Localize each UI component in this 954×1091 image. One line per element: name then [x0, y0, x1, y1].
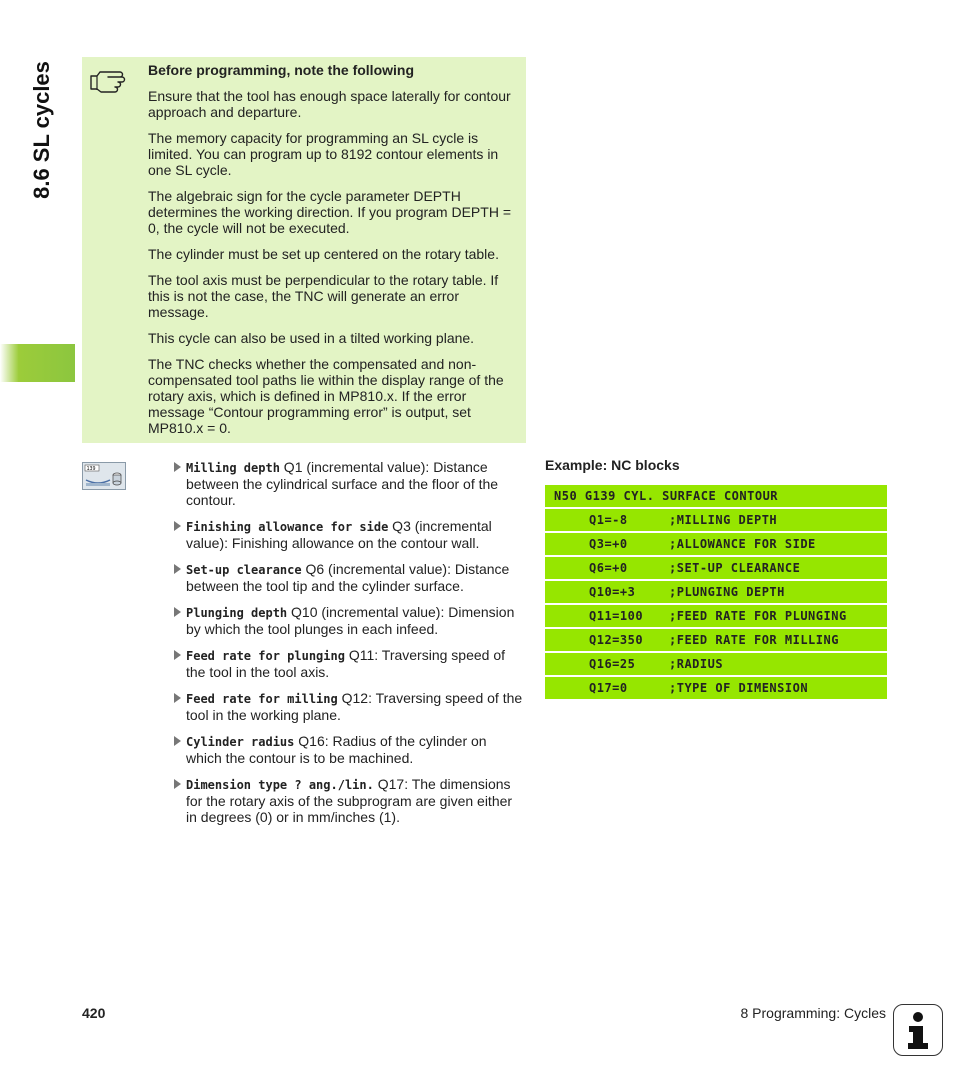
nc-code: Q12=350 — [589, 633, 644, 647]
param-name: Feed rate for plunging — [186, 649, 345, 663]
cycle-139-softkey-icon — [82, 462, 126, 490]
nc-code-block — [545, 485, 887, 701]
chapter-side-title — [14, 50, 70, 210]
triangle-bullet-icon — [174, 521, 181, 531]
param-name: Milling depth — [186, 461, 280, 475]
note-paragraph: This cycle can also be used in a tilted working plane. — [148, 330, 475, 346]
nc-comment: ;PLUNGING DEPTH — [669, 585, 785, 599]
param-feed-rate-plunging — [172, 647, 526, 680]
param-feed-rate-milling — [172, 690, 526, 723]
nc-code: Q17=0 — [589, 681, 628, 695]
page-number: 420 — [82, 1005, 106, 1021]
param-description: Q3 (incremental value): Finishing allowance on the contour wall. — [186, 518, 492, 551]
nc-row — [545, 629, 887, 651]
cycle-icon-number: 139 — [86, 466, 96, 472]
example-title: Example: NC blocks — [545, 457, 680, 473]
triangle-bullet-icon — [174, 650, 181, 660]
nc-comment: ;RADIUS — [669, 657, 724, 671]
pointing-hand-icon — [88, 66, 128, 94]
note-paragraph: The tool axis must be perpendicular to the rotary table. If this is not the case, the TNC will generate an error message. — [148, 272, 499, 320]
nc-comment: ;MILLING DEPTH — [669, 513, 778, 527]
note-content — [148, 62, 518, 446]
nc-row — [545, 653, 887, 675]
triangle-bullet-icon — [174, 736, 181, 746]
param-name: Plunging depth — [186, 606, 288, 620]
triangle-bullet-icon — [174, 462, 181, 472]
param-description: Q1 (incremental value): Distance between the cylindrical surface and the floor of the contour. — [186, 459, 499, 508]
nc-code: Q3=+0 — [589, 537, 628, 551]
param-milling-depth — [172, 459, 526, 508]
chapter-footer: 8 Programming: Cycles — [740, 1005, 886, 1021]
triangle-bullet-icon — [174, 779, 181, 789]
nc-row — [545, 605, 887, 627]
info-icon — [893, 1004, 943, 1056]
param-name: Feed rate for milling — [186, 692, 338, 706]
nc-comment: ;TYPE OF DIMENSION — [669, 681, 809, 695]
param-finishing-allowance — [172, 518, 526, 551]
nc-header-row — [545, 485, 887, 507]
parameter-list — [172, 459, 526, 835]
param-description: Q12: Traversing speed of the tool in the working plane. — [186, 690, 523, 723]
param-description: Q6 (incremental value): Distance between the tool tip and the cylinder surface. — [186, 561, 510, 594]
nc-row — [545, 581, 887, 603]
param-description: Q16: Radius of the cylinder on which the contour is to be machined. — [186, 733, 487, 766]
side-title-text: 8.6 SL cycles — [29, 61, 54, 199]
param-dimension-type — [172, 776, 526, 825]
param-description: Q11: Traversing speed of the tool in the tool axis. — [186, 647, 506, 680]
nc-row — [545, 533, 887, 555]
note-paragraph: The TNC checks whether the compensated and non-compensated tool paths lie within the display range of the rotary axis, which is defined in MP810.x. If the error message “Contour programming error” is output, set MP810.x = 0. — [148, 356, 504, 436]
nc-row — [545, 557, 887, 579]
note-paragraph: The cylinder must be set up centered on the rotary table. — [148, 246, 499, 262]
nc-code: Q1=-8 — [589, 513, 628, 527]
nc-row — [545, 509, 887, 531]
param-description: Q17: The dimensions for the rotary axis of the subprogram are given either in degrees (0) or in mm/inches (1). — [186, 776, 513, 825]
param-setup-clearance — [172, 561, 526, 594]
note-paragraph: Ensure that the tool has enough space laterally for contour approach and departure. — [148, 88, 511, 120]
nc-header-text: N50 G139 CYL. SURFACE CONTOUR — [554, 489, 779, 503]
nc-code: Q6=+0 — [589, 561, 628, 575]
triangle-bullet-icon — [174, 693, 181, 703]
param-name: Set-up clearance — [186, 563, 302, 577]
param-name: Dimension type ? ang./lin. — [186, 778, 374, 792]
nc-row — [545, 677, 887, 699]
param-name: Finishing allowance for side — [186, 520, 389, 534]
param-name: Cylinder radius — [186, 735, 295, 749]
nc-comment: ;FEED RATE FOR PLUNGING — [669, 609, 847, 623]
param-description: Q10 (incremental value): Dimension by which the tool plunges in each infeed. — [186, 604, 515, 637]
note-paragraph: The memory capacity for programming an SL cycle is limited. You can program up to 8192 contour elements in one SL cycle. — [148, 130, 499, 178]
nc-comment: ;ALLOWANCE FOR SIDE — [669, 537, 816, 551]
param-cylinder-radius — [172, 733, 526, 766]
triangle-bullet-icon — [174, 564, 181, 574]
nc-code: Q10=+3 — [589, 585, 636, 599]
triangle-bullet-icon — [174, 607, 181, 617]
nc-code: Q11=100 — [589, 609, 644, 623]
note-paragraph: The algebraic sign for the cycle parameter DEPTH determines the working direction. If you program DEPTH = 0, the cycle will not be executed. — [148, 188, 511, 236]
nc-code: Q16=25 — [589, 657, 636, 671]
chapter-tab-marker — [0, 344, 75, 382]
param-plunging-depth — [172, 604, 526, 637]
nc-comment: ;FEED RATE FOR MILLING — [669, 633, 839, 647]
note-heading: Before programming, note the following — [148, 62, 414, 78]
nc-comment: ;SET-UP CLEARANCE — [669, 561, 801, 575]
